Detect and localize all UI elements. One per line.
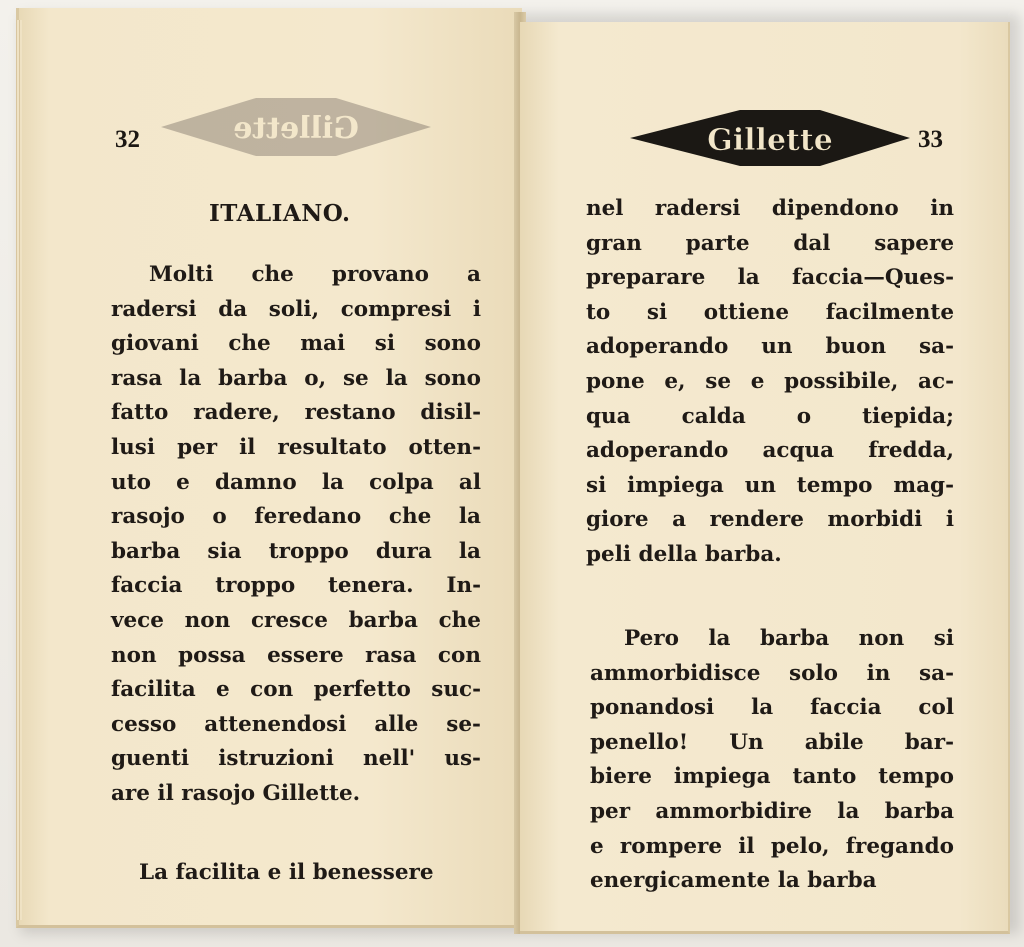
right-page [520, 22, 1010, 934]
page-edges [16, 20, 22, 920]
text-line: qua calda o tiepida; [586, 403, 954, 429]
page-number-right: 33 [918, 126, 943, 153]
text-line: si impiega un tempo mag- [586, 472, 954, 498]
text-line: to si ottiene facilmente [586, 299, 954, 325]
text-line: rasojo o feredano che la [111, 504, 481, 530]
text-line: Molti che provano a [149, 262, 481, 287]
page-number-left: 32 [115, 126, 140, 153]
text-line: ammorbidisce solo in sa- [590, 660, 954, 686]
text-line: pone e, se e possibile, ac- [586, 368, 954, 394]
text-line: e rompere il pelo, fregando [590, 833, 954, 859]
left-page [16, 8, 522, 928]
svg-text:Gillette: Gillette [233, 111, 359, 146]
text-line: uto e damno la colpa al [111, 469, 481, 495]
text-line: gran parte dal sapere [586, 230, 954, 256]
left-paragraph-1 [111, 258, 481, 812]
text-line: lusi per il resultato otten- [111, 434, 481, 460]
text-line: peli della barba. [586, 541, 782, 567]
text-line: giore a rendere morbidi i [586, 507, 954, 533]
text-line: penello! Un abile bar- [590, 729, 954, 755]
text-line: facilita e con perfetto suc- [111, 677, 481, 703]
text-line: ponandosi la faccia col [590, 695, 954, 721]
svg-text:Gillette: Gillette [707, 123, 833, 158]
text-line: Pero la barba non si [624, 626, 954, 651]
text-line: La facilita e il benessere [139, 860, 434, 885]
left-paragraph-2 [139, 856, 479, 891]
text-line: radersi da soli, compresi i [111, 296, 481, 322]
section-heading: ITALIANO. [209, 200, 351, 227]
text-line: cesso attenendosi alle se- [111, 711, 481, 737]
text-line: preparare la faccia—Ques- [586, 265, 954, 291]
text-line: giovani che mai si sono [111, 331, 481, 357]
gillette-diamond-logo-ghost [161, 96, 431, 158]
text-line: biere impiega tanto tempo [590, 764, 954, 790]
gillette-logo [630, 106, 910, 170]
text-line: fatto radere, restano disil- [111, 400, 481, 426]
right-paragraph-1 [586, 192, 954, 573]
text-line: guenti istruzioni nell' us- [111, 746, 481, 772]
text-line: adoperando un buon sa- [586, 334, 954, 360]
text-line: per ammorbidire la barba [590, 798, 954, 824]
gillette-diamond-logo [630, 106, 910, 170]
text-line: faccia troppo tenera. In- [111, 573, 481, 599]
text-line: non possa essere rasa con [111, 642, 481, 668]
text-line: nel radersi dipendono in [586, 196, 954, 221]
text-line: are il rasojo Gillette. [111, 780, 361, 806]
ghost-logo-left [161, 96, 431, 158]
text-line: adoperando acqua fredda, [586, 438, 954, 464]
right-paragraph-2 [590, 622, 954, 899]
text-line: barba sia troppo dura la [111, 538, 481, 564]
text-line: rasa la barba o, se la sono [111, 365, 481, 391]
text-line: vece non cresce barba che [111, 607, 481, 633]
text-line: energicamente la barba [590, 868, 877, 894]
